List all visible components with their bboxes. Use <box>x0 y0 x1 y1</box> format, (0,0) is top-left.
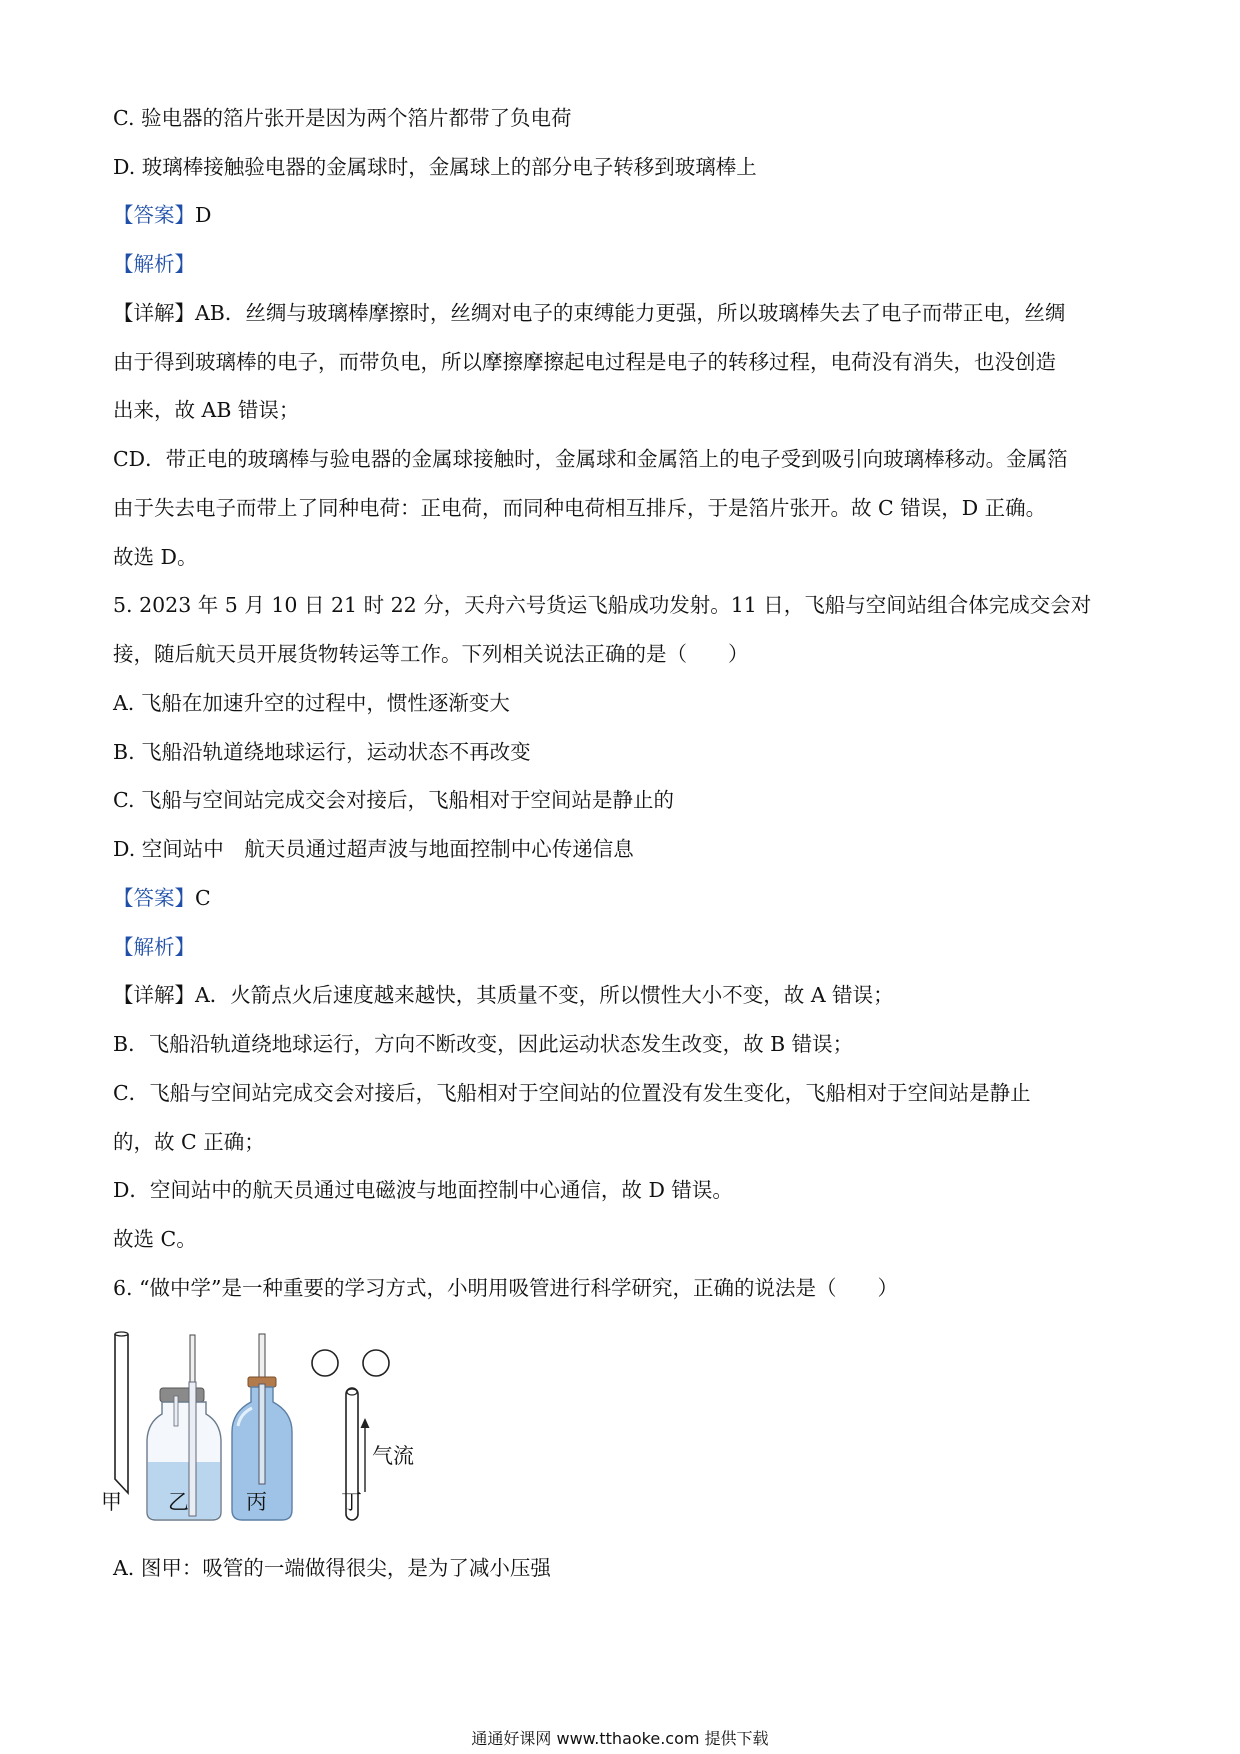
option-a-q6: A. 图甲：吸管的一端做得很尖，是为了减小压强 <box>113 1556 551 1580</box>
option-d-q5: D. 空间站中 航天员通过超声波与地面控制中心传递信息 <box>113 837 634 861</box>
detail-tag: 【详解】 <box>113 301 195 325</box>
straw-jia <box>115 1332 128 1493</box>
conclusion-q4: 故选 D。 <box>113 545 198 569</box>
detail-q5-line2: B．飞船沿轨道绕地球运行，方向不断改变，因此运动状态发生改变，故 B 错误； <box>113 1032 854 1056</box>
option-c-q4: C. 验电器的箔片张开是因为两个箔片都带了负电荷 <box>113 106 572 130</box>
question-6-line1: 6. “做中学”是一种重要的学习方式，小明用吸管进行科学研究，正确的说法是（ ） <box>113 1276 899 1300</box>
detail-q4-line1 <box>113 298 1133 328</box>
figure-drawing <box>100 1322 500 1522</box>
conclusion-q5: 故选 C。 <box>113 1227 197 1251</box>
detail-q4-line3: 出来，故 AB 错误； <box>113 398 300 422</box>
detail-q5-line3: C．飞船与空间站完成交会对接后，飞船相对于空间站的位置没有发生变化，飞船相对于空间站是静止 <box>113 1081 1031 1105</box>
detail-text: A．火箭点火后速度越来越快，其质量不变，所以惯性大小不变，故 A 错误； <box>195 983 894 1007</box>
analysis-tag-q5: 【解析】 <box>113 935 195 959</box>
answer-tag: 【答案】 <box>113 203 195 227</box>
detail-q4-line5: 由于失去电子而带上了同种电荷：正电荷，而同种电荷相互排斥，于是箔片张开。故 C 错误，D 正确。 <box>113 496 1047 520</box>
answer-value: D <box>195 203 212 227</box>
label-yi: 乙 <box>168 1490 189 1514</box>
answer-q4 <box>113 200 1133 230</box>
detail-q5-line5: D．空间站中的航天员通过电磁波与地面控制中心通信，故 D 错误。 <box>113 1178 733 1202</box>
option-c-q5: C. 飞船与空间站完成交会对接后，飞船相对于空间站是静止的 <box>113 788 674 812</box>
airflow-label: 气流 <box>372 1444 414 1468</box>
label-bing: 丙 <box>246 1490 267 1514</box>
option-a-q5: A. 飞船在加速升空的过程中，惯性逐渐变大 <box>113 691 510 715</box>
label-ding: 丁 <box>341 1490 362 1514</box>
answer-value: C <box>195 886 211 910</box>
answer-q5 <box>113 883 1133 913</box>
question-5-line2: 接，随后航天员开展货物转运等工作。下列相关说法正确的是（ ） <box>113 642 749 666</box>
detail-q4-line2: 由于得到玻璃棒的电子，而带负电，所以摩擦摩擦起电过程是电子的转移过程，电荷没有消失，也没创造 <box>113 350 1056 374</box>
straw-experiments-figure <box>100 1322 500 1522</box>
option-d-q4: D. 玻璃棒接触验电器的金属球时，金属球上的部分电子转移到玻璃棒上 <box>113 155 757 179</box>
detail-q5-line4: 的，故 C 正确； <box>113 1130 265 1154</box>
detail-text: AB．丝绸与玻璃棒摩擦时，丝绸对电子的束缚能力更强，所以玻璃棒失去了电子而带正电，丝绸 <box>195 301 1066 325</box>
detail-tag: 【详解】 <box>113 983 195 1007</box>
label-jia: 甲 <box>101 1490 122 1514</box>
answer-tag: 【答案】 <box>113 886 195 910</box>
question-5-line1: 5. 2023 年 5 月 10 日 21 时 22 分，天舟六号货运飞船成功发射。11 日，飞船与空间站组合体完成交会对 <box>113 593 1092 617</box>
analysis-tag-q4: 【解析】 <box>113 252 195 276</box>
detail-q5-line1 <box>113 980 1133 1010</box>
detail-q4-line4: CD．带正电的玻璃棒与验电器的金属球接触时，金属球和金属箔上的电子受到吸引向玻璃棒移动。金属箔 <box>113 447 1068 471</box>
option-b-q5: B. 飞船沿轨道绕地球运行，运动状态不再改变 <box>113 740 531 764</box>
page-footer: 通通好课网 www.tthaoke.com 提供下载 <box>471 1729 769 1748</box>
